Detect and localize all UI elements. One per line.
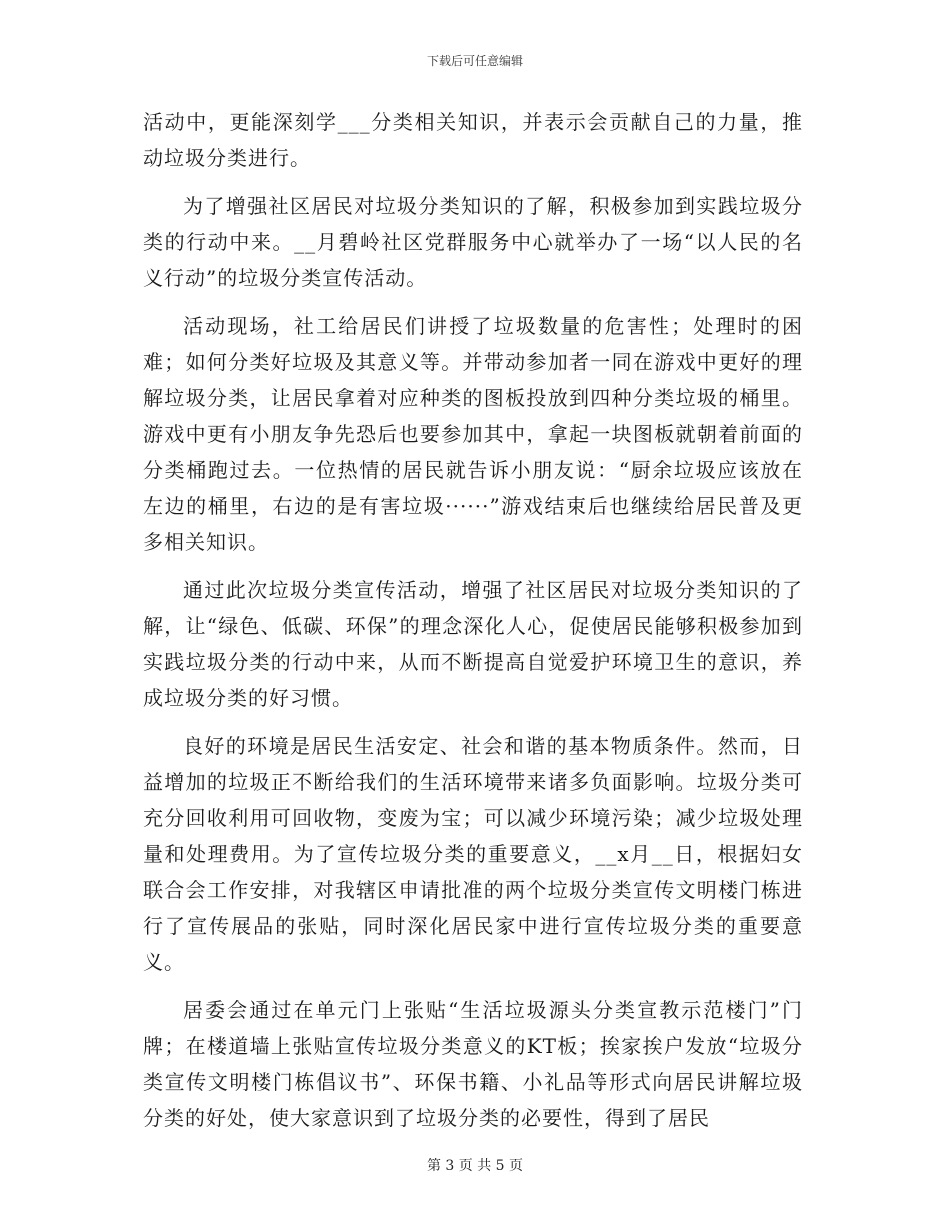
page-number-footer: 第 3 页 共 5 页 <box>426 1158 524 1174</box>
paragraph-6: 居委会通过在单元门上张贴“生活垃圾源头分类宣教示范楼门”门牌；在楼道墙上张贴宣传垃圾分类意义的KT板；挨家挨户发放“垃圾分类宣传文明楼门栋倡议书”、环保书籍、小礼品等形式向居民讲解垃圾分类的好处，使大家意识到了垃圾分类的必要性，得到了居民 <box>143 998 803 1130</box>
page-header-note: 下载后可任意编辑 <box>426 54 523 68</box>
paragraph-2: 为了增强社区居民对垃圾分类知识的了解，积极参加到实践垃圾分类的行动中来。__月碧岭社区党群服务中心就举办了一场“以人民的名义行动”的垃圾分类宣传活动。 <box>143 194 803 290</box>
paragraph-3: 活动现场，社工给居民们讲授了垃圾数量的危害性；处理时的困难；如何分类好垃圾及其意义等。并带动参加者一同在游戏中更好的理解垃圾分类，让居民拿着对应种类的图板投放到四种分类垃圾的桶里。游戏中更有小朋友争先恐后也要参加其中，拿起一块图板就朝着前面的分类桶跑过去。一位热情的居民就告诉小朋友说：“厨余垃圾应该放在左边的桶里，右边的是有害垃圾······”游戏结束后也继续给居民普及更多相关知识。 <box>143 314 803 554</box>
paragraph-4: 通过此次垃圾分类宣传活动，增强了社区居民对垃圾分类知识的了解，让“绿色、低碳、环保”的理念深化人心，促使居民能够积极参加到实践垃圾分类的行动中来，从而不断提高自觉爱护环境卫生的意识，养成垃圾分类的好习惯。 <box>143 578 803 710</box>
paragraph-1: 活动中，更能深刻学___分类相关知识，并表示会贡献自己的力量，推动垃圾分类进行。 <box>143 110 803 170</box>
document-body <box>143 104 803 1148</box>
paragraph-5: 良好的环境是居民生活安定、社会和谐的基本物质条件。然而，日益增加的垃圾正不断给我们的生活环境带来诸多负面影响。垃圾分类可充分回收利用可回收物，变废为宝；可以减少环境污染；减少垃圾处理量和处理费用。为了宣传垃圾分类的重要意义，__x月__日，根据妇女联合会工作安排，对我辖区申请批准的两个垃圾分类宣传文明楼门栋进行了宣传展品的张贴，同时深化居民家中进行宣传垃圾分类的重要意义。 <box>143 734 803 974</box>
